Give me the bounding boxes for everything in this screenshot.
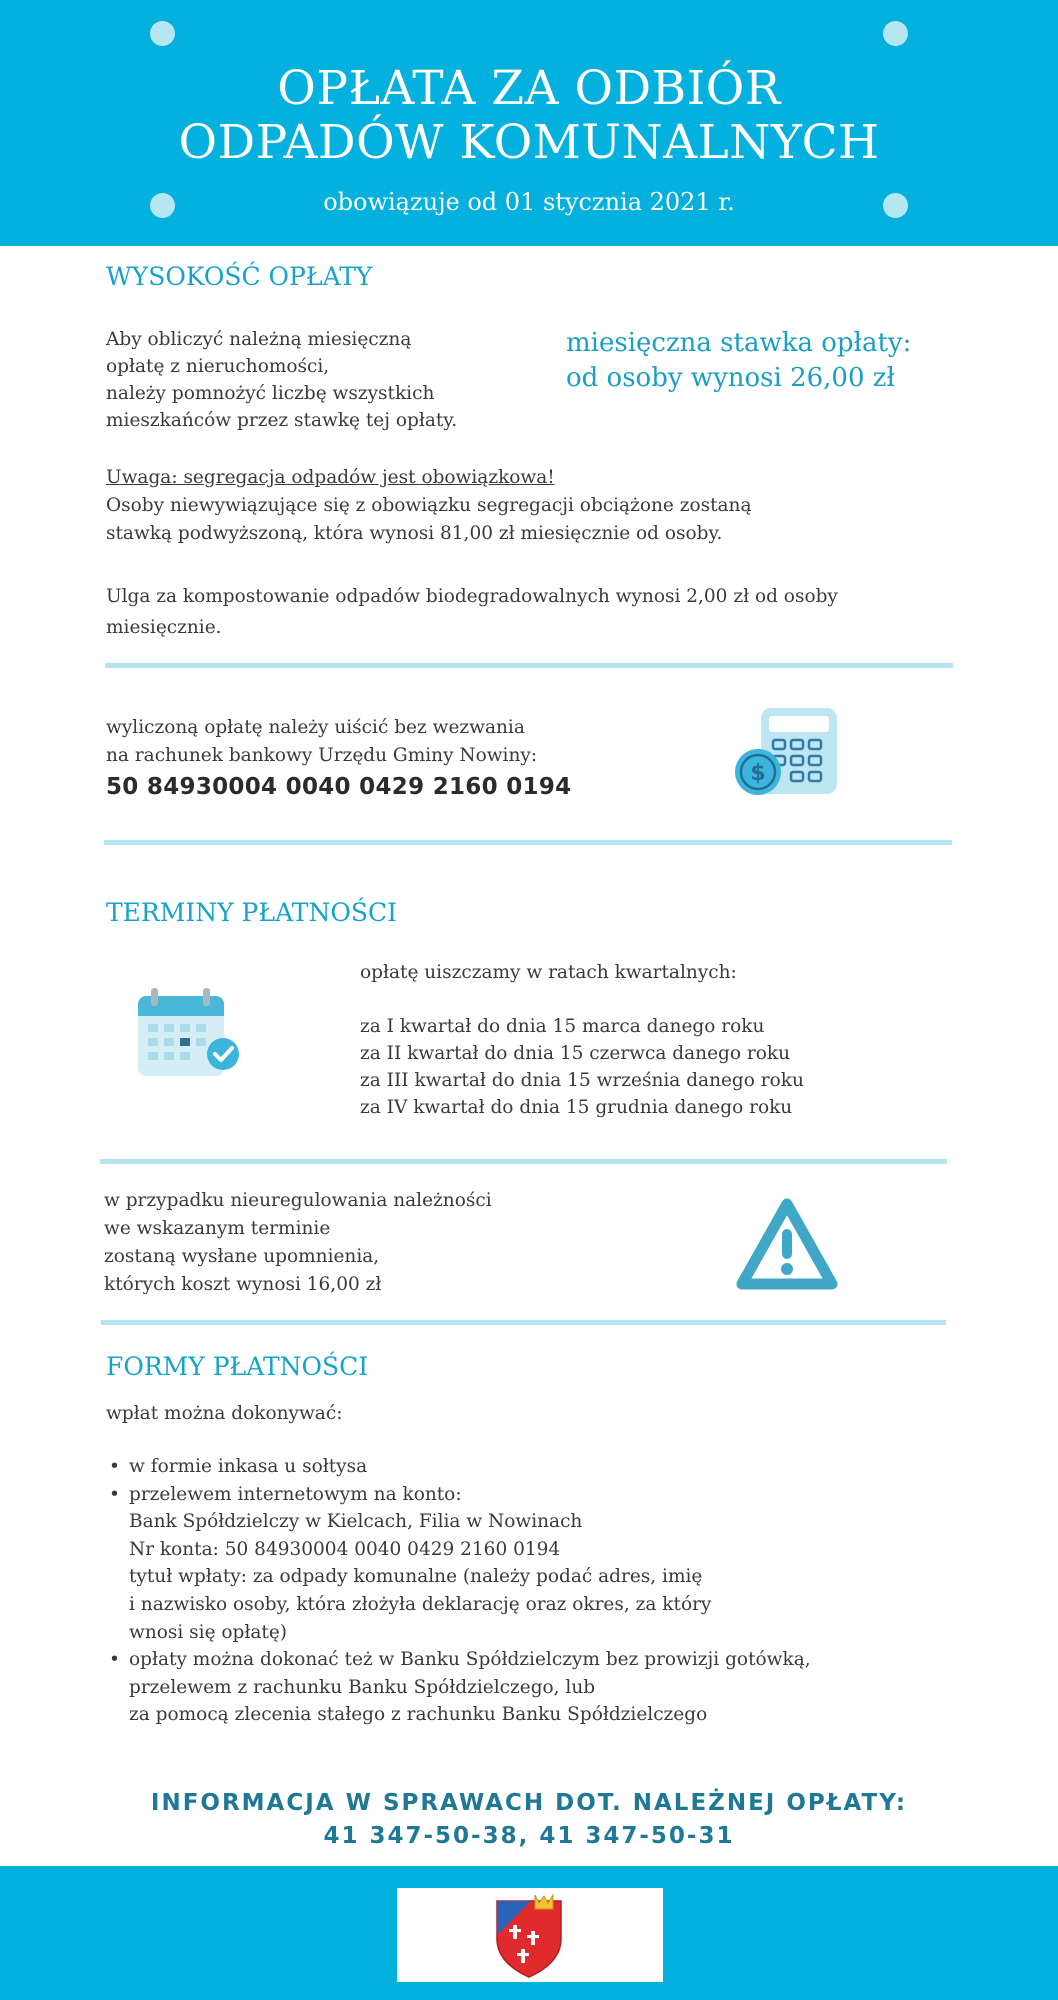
rate-line-2: od osoby wynosi 26,00 zł (566, 363, 895, 393)
title-line-2: ODPADÓW KOMUNALNYCH (178, 115, 880, 170)
spacer (360, 986, 804, 1013)
warning-title: Uwaga: segregacja odpadów jest obowiązkowa! (106, 467, 555, 488)
section-heading-deadlines: TERMINY PŁATNOŚCI (106, 898, 397, 927)
page-subtitle: obowiązuje od 01 stycznia 2021 r. (323, 188, 735, 216)
deadlines-intro: opłatę uiszczamy w ratach kwartalnych: (360, 962, 737, 983)
list-item: za I kwartał do dnia 15 marca danego roku (360, 1016, 765, 1037)
bullet-text: w formie inkasa u sołtysa (129, 1456, 368, 1477)
segregation-warning (106, 464, 752, 548)
list-item: za IV kwartał do dnia 15 grudnia danego roku (360, 1097, 793, 1118)
text-line: Osoby niewywiązujące się z obowiązku segregacji obciążone zostaną (106, 495, 752, 516)
list-item (105, 1481, 811, 1647)
text-line: Nr konta: 50 84930004 0040 0429 2160 0194 (129, 1538, 561, 1560)
text-line: Ulga za kompostowanie odpadów biodegradowalnych wynosi 2,00 zł od osoby (106, 586, 838, 607)
amount-intro (106, 326, 457, 434)
list-item: za II kwartał do dnia 15 czerwca danego roku (360, 1043, 790, 1064)
list-item (105, 1646, 811, 1729)
logo-panel (397, 1888, 663, 1982)
text-line: tytuł wpłaty: za odpady komunalne (należy podać adres, imię (129, 1566, 703, 1588)
contact-phone-numbers: 41 347-50-38, 41 347-50-31 (323, 1823, 735, 1849)
section-heading-forms: FORMY PŁATNOŚCI (106, 1352, 369, 1381)
divider (100, 1159, 947, 1164)
page-title (0, 62, 1058, 170)
text-line: stawką podwyższoną, która wynosi 81,00 zł miesięcznie od osoby. (106, 523, 723, 544)
text-line: zostaną wysłane upomnienia, (104, 1246, 380, 1267)
text-line: i nazwisko osoby, która złożyła deklarację oraz okres, za który (129, 1593, 712, 1615)
text-line: mieszkańców przez stawkę tej opłaty. (106, 410, 458, 431)
text-line: należy pomnożyć liczbę wszystkich (106, 383, 435, 404)
text-line: na rachunek bankowy Urzędu Gminy Nowiny: (106, 745, 538, 766)
divider (104, 840, 952, 845)
payment-forms-list (105, 1453, 811, 1729)
divider (105, 663, 953, 668)
decor-dot-icon (150, 21, 175, 46)
calculator-coin-icon (733, 706, 839, 798)
text-line: wnosi się opłatę) (129, 1621, 288, 1643)
decor-dot-icon (883, 21, 908, 46)
monthly-rate (566, 326, 911, 396)
text-line: opłatę z nieruchomości, (106, 356, 330, 377)
title-line-1: OPŁATA ZA ODBIÓR (277, 61, 781, 116)
deadlines-list (360, 959, 804, 1121)
warning-triangle-icon (734, 1196, 840, 1292)
svg-text:$: $ (750, 761, 766, 786)
divider (101, 1320, 946, 1325)
text-line: Bank Spółdzielczy w Kielcach, Filia w Nowinach (129, 1511, 583, 1533)
list-item (105, 1453, 811, 1481)
list-item: za III kwartał do dnia 15 września danego roku (360, 1070, 804, 1091)
reminder-text (104, 1187, 492, 1299)
text-line: w przypadku nieuregulowania należności (104, 1190, 492, 1211)
text-line: których koszt wynosi 16,00 zł (104, 1274, 382, 1295)
contact-info (0, 1787, 1058, 1853)
text-line: wyliczoną opłatę należy uiścić bez wezwania (106, 717, 525, 738)
text-line: miesięcznie. (106, 617, 222, 638)
header-banner (0, 0, 1058, 246)
text-line: za pomocą zlecenia stałego z rachunku Banku Spółdzielczego (129, 1704, 708, 1726)
text-line: • przelewem internetowym na konto: (129, 1483, 462, 1505)
forms-intro: wpłat można dokonywać: (106, 1403, 343, 1424)
text-line: przelewem z rachunku Banku Spółdzielczego, lub (129, 1676, 596, 1698)
section-heading-amount: WYSOKOŚĆ OPŁATY (106, 262, 373, 291)
text-line: Aby obliczyć należną miesięczną (106, 329, 412, 350)
contact-info-title: INFORMACJA W SPRAWACH DOT. NALEŻNEJ OPŁATY: (150, 1790, 908, 1816)
rate-line-1: miesięczna stawka opłaty: (566, 328, 912, 358)
bank-account-number: 50 84930004 0040 0429 2160 0194 (106, 774, 572, 800)
composting-relief (106, 581, 838, 643)
text-line: we wskazanym terminie (104, 1218, 331, 1239)
calendar-check-icon (135, 988, 241, 1080)
bank-instructions (106, 714, 537, 770)
text-line: • opłaty można dokonać też w Banku Spółdzielczym bez prowizji gotówką, (129, 1649, 811, 1671)
gmina-coat-of-arms-icon (491, 1891, 567, 1979)
